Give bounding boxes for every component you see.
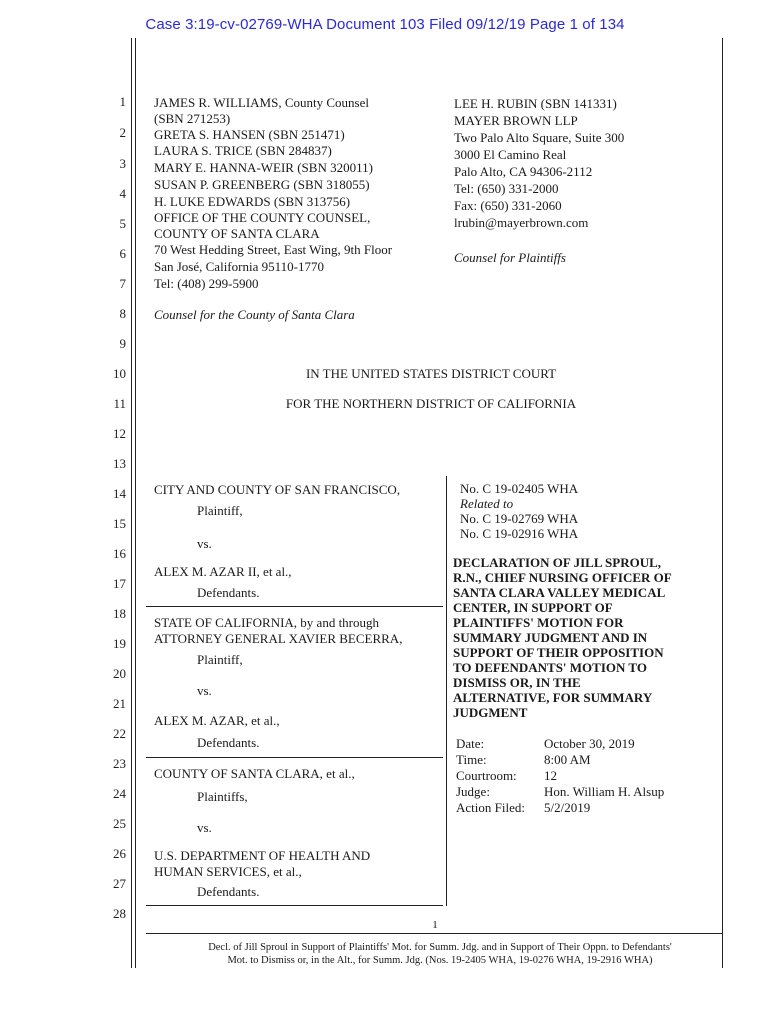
line-number: 20 <box>113 666 126 681</box>
hearing-value: 8:00 AM <box>544 752 591 767</box>
line-number: 13 <box>113 456 126 471</box>
counsel-left-role: Counsel for the County of Santa Clara <box>154 307 355 322</box>
doc-title-line: SUPPORT OF THEIR OPPOSITION <box>453 645 664 660</box>
counsel-left-line: JAMES R. WILLIAMS, County Counsel <box>154 95 369 110</box>
case3-defendant-line-2: HUMAN SERVICES, et al., <box>154 864 302 879</box>
counsel-left-line: GRETA S. HANSEN (SBN 251471) <box>154 127 345 142</box>
counsel-right-line: 3000 El Camino Real <box>454 147 567 162</box>
case1-defendant: ALEX M. AZAR II, et al., <box>154 564 292 579</box>
doc-title-line: DISMISS OR, IN THE <box>453 675 581 690</box>
counsel-right-role: Counsel for Plaintiffs <box>454 250 566 265</box>
related-case-number: No. C 19-02916 WHA <box>460 526 579 541</box>
footer-line-1: Decl. of Jill Sproul in Support of Plaintiffs' Mot. for Summ. Jdg. and in Support of Their Oppn. to Defendants' <box>208 942 672 953</box>
hearing-value: 5/2/2019 <box>544 800 591 815</box>
counsel-left-line: Tel: (408) 299-5900 <box>154 276 259 291</box>
case1-defendant-role: Defendants. <box>197 585 260 600</box>
related-case-number: No. C 19-02769 WHA <box>460 511 579 526</box>
line-number: 11 <box>113 396 126 411</box>
case2-plaintiff-line-2: ATTORNEY GENERAL XAVIER BECERRA, <box>154 631 403 646</box>
case3-plaintiff: COUNTY OF SANTA CLARA, et al., <box>154 766 355 781</box>
line-number: 15 <box>113 516 126 531</box>
line-number: 28 <box>113 906 126 921</box>
counsel-left-line: COUNTY OF SANTA CLARA <box>154 226 320 241</box>
line-number: 4 <box>119 186 126 201</box>
line-number: 1 <box>119 94 126 109</box>
line-number: 16 <box>113 546 126 561</box>
left-margin-rule <box>131 38 132 968</box>
line-number: 10 <box>113 366 126 381</box>
counsel-right-line: Fax: (650) 331-2060 <box>454 198 562 213</box>
line-number: 22 <box>113 726 126 741</box>
hearing-value: 12 <box>544 768 557 783</box>
case2-plaintiff-role: Plaintiff, <box>197 652 243 667</box>
counsel-left-line: MARY E. HANNA-WEIR (SBN 320011) <box>154 160 373 175</box>
hearing-label: Courtroom: <box>456 768 517 783</box>
line-number: 18 <box>113 606 126 621</box>
court-title-line-1: IN THE UNITED STATES DISTRICT COURT <box>305 366 557 381</box>
case1-plaintiff-role: Plaintiff, <box>197 503 243 518</box>
case3-defendant-role: Defendants. <box>197 884 260 899</box>
case1-plaintiff: CITY AND COUNTY OF SAN FRANCISCO, <box>154 482 401 497</box>
counsel-right-line: Palo Alto, CA 94306-2112 <box>454 164 593 179</box>
counsel-right-line: MAYER BROWN LLP <box>454 113 578 128</box>
line-number: 7 <box>119 276 126 291</box>
counsel-left-line: 70 West Hedding Street, East Wing, 9th Floor <box>154 242 393 257</box>
counsel-left-line: (SBN 271253) <box>154 111 231 126</box>
right-margin-rule <box>722 38 723 968</box>
caption-divider <box>146 606 443 607</box>
doc-title-line: CENTER, IN SUPPORT OF <box>453 600 613 615</box>
line-number: 17 <box>113 576 126 591</box>
hearing-label: Date: <box>456 736 485 751</box>
case3-plaintiff-role: Plaintiffs, <box>197 789 248 804</box>
caption-center-rule <box>446 476 447 906</box>
line-number: 2 <box>119 125 126 140</box>
line-number: 24 <box>113 786 126 801</box>
doc-title-line: SANTA CLARA VALLEY MEDICAL <box>453 585 666 600</box>
counsel-right-line: Two Palo Alto Square, Suite 300 <box>454 130 625 145</box>
case3-vs: vs. <box>197 820 212 835</box>
line-number: 23 <box>113 756 126 771</box>
counsel-left-line: San José, California 95110-1770 <box>154 259 324 274</box>
hearing-value: October 30, 2019 <box>544 736 635 751</box>
case2-defendant-role: Defendants. <box>197 735 260 750</box>
case2-plaintiff-line-1: STATE OF CALIFORNIA, by and through <box>154 615 380 630</box>
hearing-label: Action Filed: <box>456 800 525 815</box>
counsel-right-line: Tel: (650) 331-2000 <box>454 181 559 196</box>
hearing-value: Hon. William H. Alsup <box>544 784 665 799</box>
hearing-label: Time: <box>456 752 487 767</box>
caption-divider <box>146 757 443 758</box>
line-number: 26 <box>113 846 126 861</box>
doc-title-line: SUMMARY JUDGMENT AND IN <box>453 630 648 645</box>
line-number: 5 <box>119 216 126 231</box>
doc-title-line: TO DEFENDANTS' MOTION TO <box>453 660 647 675</box>
case2-vs: vs. <box>197 683 212 698</box>
court-title-line-2: FOR THE NORTHERN DISTRICT OF CALIFORNIA <box>285 396 577 411</box>
doc-title-line: DECLARATION OF JILL SPROUL, <box>453 555 662 570</box>
doc-title-line: R.N., CHIEF NURSING OFFICER OF <box>453 570 672 585</box>
doc-title-line: JUDGMENT <box>453 705 528 720</box>
caption-bottom-rule <box>146 905 443 906</box>
ecf-header: Case 3:19-cv-02769-WHA Document 103 Filed 09/12/19 Page 1 of 134 <box>145 16 625 33</box>
related-label: Related to <box>460 496 514 511</box>
case3-defendant-line-1: U.S. DEPARTMENT OF HEALTH AND <box>154 848 371 863</box>
left-margin-rule-inner <box>135 38 136 968</box>
line-number: 9 <box>119 336 126 351</box>
line-number: 21 <box>113 696 126 711</box>
case1-vs: vs. <box>197 536 212 551</box>
counsel-left-line: LAURA S. TRICE (SBN 284837) <box>154 143 332 158</box>
page-number: 1 <box>432 919 438 931</box>
counsel-right-line: LEE H. RUBIN (SBN 141331) <box>454 96 617 111</box>
counsel-left-line: SUSAN P. GREENBERG (SBN 318055) <box>154 177 370 192</box>
case2-defendant: ALEX M. AZAR, et al., <box>154 713 280 728</box>
footer-line-2: Mot. to Dismiss or, in the Alt., for Summ. Jdg. (Nos. 19-2405 WHA, 19-0276 WHA, 19-2916 WHA) <box>227 955 653 966</box>
counsel-left-line: OFFICE OF THE COUNTY COUNSEL, <box>154 210 371 225</box>
case-number: No. C 19-02405 WHA <box>460 481 579 496</box>
footer-rule <box>146 933 722 934</box>
line-number: 12 <box>113 426 126 441</box>
line-number: 25 <box>113 816 126 831</box>
line-number: 8 <box>119 306 126 321</box>
counsel-right-line: lrubin@mayerbrown.com <box>454 215 589 230</box>
line-number: 14 <box>113 486 126 501</box>
line-number: 3 <box>119 156 126 171</box>
doc-title-line: ALTERNATIVE, FOR SUMMARY <box>453 690 653 705</box>
doc-title-line: PLAINTIFFS' MOTION FOR <box>453 615 624 630</box>
line-number: 19 <box>113 636 126 651</box>
line-number: 27 <box>113 876 126 891</box>
counsel-left-line: H. LUKE EDWARDS (SBN 313756) <box>154 194 351 209</box>
hearing-label: Judge: <box>456 784 490 799</box>
line-number: 6 <box>119 246 126 261</box>
